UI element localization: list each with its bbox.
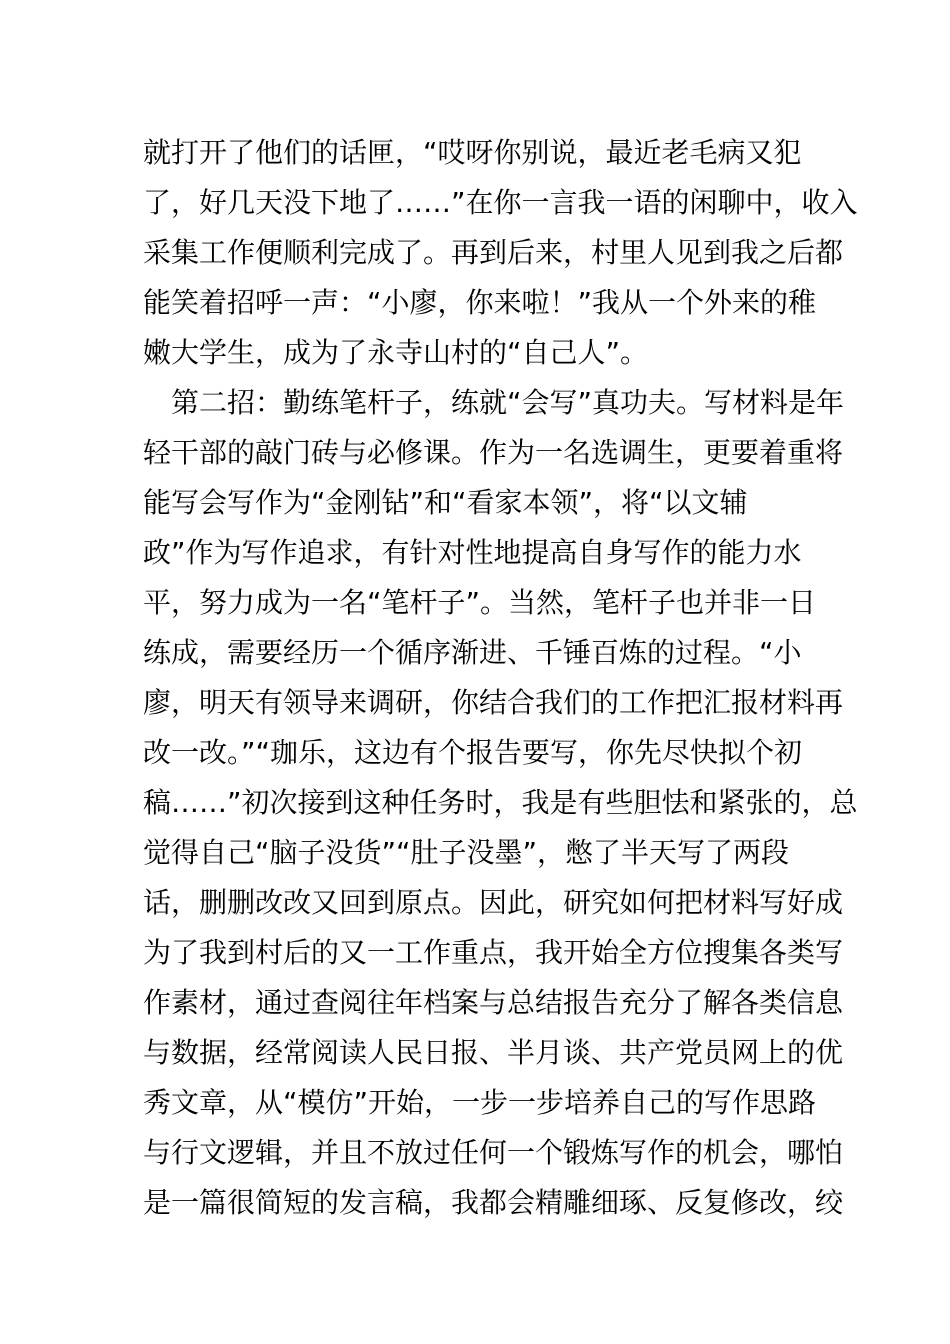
text-line-7: 轻干部的敲门砖与必修课。作为一名选调生，更要着重将 xyxy=(143,436,844,469)
text-line-16: 话，删删改改又回到原点。因此，研究如何把材料写好成 xyxy=(143,886,844,919)
text-line-12: 廖，明天有领导来调研，你结合我们的工作把汇报材料再 xyxy=(143,686,844,719)
text-line-4: 能笑着招呼一声：“小廖，你来啦！”我从一个外来的稚 xyxy=(143,286,817,319)
text-line-14: 稿……”初次接到这种任务时，我是有些胆怯和紧张的，总 xyxy=(143,786,858,819)
text-line-10: 平，努力成为一名“笔杆子”。当然，笔杆子也并非一日 xyxy=(143,586,817,619)
text-line-18: 作素材，通过查阅往年档案与总结报告充分了解各类信息 xyxy=(143,986,844,1019)
text-line-6: 第二招：勤练笔杆子，练就“会写”真功夫。写材料是年 xyxy=(143,386,845,419)
text-line-21: 与行文逻辑，并且不放过任何一个锻炼写作的机会，哪怕 xyxy=(143,1136,844,1169)
text-line-5: 嫩大学生，成为了永寺山村的“自己人”。 xyxy=(143,336,649,369)
body-text xyxy=(143,128,858,1228)
text-line-17: 为了我到村后的又一工作重点，我开始全方位搜集各类写 xyxy=(143,936,844,969)
text-line-15: 觉得自己“脑子没货”“肚子没墨”，憋了半天写了两段 xyxy=(143,836,790,869)
text-line-19: 与数据，经常阅读人民日报、半月谈、共产党员网上的优 xyxy=(143,1036,844,1069)
text-line-22: 是一篇很简短的发言稿，我都会精雕细琢、反复修改，绞 xyxy=(143,1186,844,1219)
text-line-8: 能写会写作为“金刚钻”和“看家本领”，将“以文辅 xyxy=(143,486,748,519)
text-line-13: 改一改。”“珈乐，这边有个报告要写，你先尽快拟个初 xyxy=(143,736,803,769)
text-line-20: 秀文章，从“模仿”开始，一步一步培养自己的写作思路 xyxy=(143,1086,817,1119)
text-line-11: 练成，需要经历一个循序渐进、千锤百炼的过程。“小 xyxy=(143,636,802,669)
text-line-9: 政”作为写作追求，有针对性地提高自身写作的能力水 xyxy=(143,536,802,569)
text-line-1: 就打开了他们的话匣，“哎呀你别说，最近老毛病又犯 xyxy=(143,136,802,169)
text-line-3: 采集工作便顺利完成了。再到后来，村里人见到我之后都 xyxy=(143,236,844,269)
text-line-2: 了，好几天没下地了……”在你一言我一语的闲聊中，收入 xyxy=(143,186,858,219)
